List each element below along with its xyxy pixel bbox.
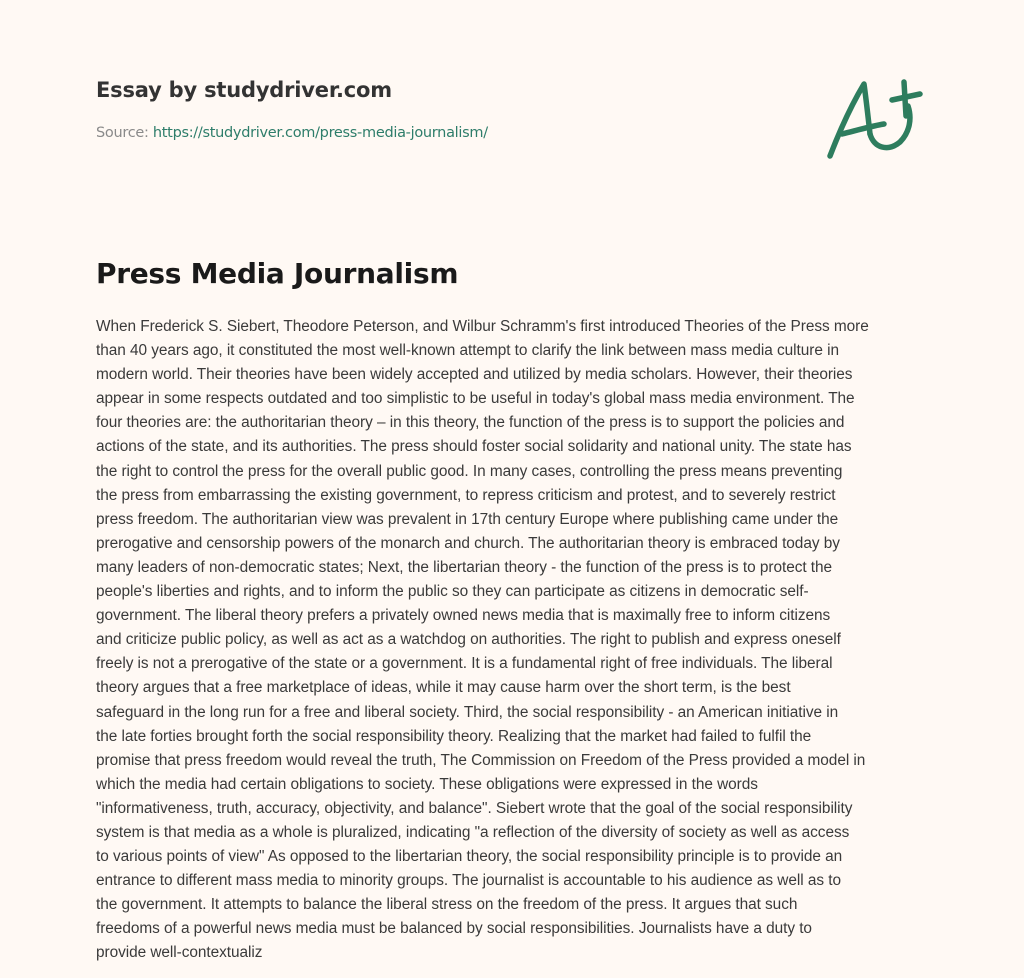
essay-line: When Frederick S. Siebert, Theodore Peterson, and Wilbur Schramm's first introduced Theories of the Press more [96,318,869,335]
source-link[interactable]: https://studydriver.com/press-media-journalism/ [152,125,488,141]
essay-line: modern world. Their theories have been widely accepted and utilized by media scholars. However, their theories [96,366,853,384]
essay-line: actions of the state, and its authorities. The press should foster social solidarity and national unity. The state has [96,438,852,456]
essay-line: provide well-contextualiz [96,944,263,962]
essay-line: prerogative and censorship powers of the monarch and church. The authoritarian theory is embraced today by [96,534,840,552]
essay-line: "informativeness, truth, accuracy, objectivity, and balance". Siebert wrote that the goal of the social responsibility [96,799,853,817]
source-label: Source: [96,125,149,141]
essay-line: system is that media as a whole is pluralized, indicating "a reflection of the diversity of society as well as access [96,823,850,841]
essay-line: safeguard in the long run for a free and liberal society. Third, the social responsibility - an American initiative in [96,703,839,721]
essay-line: entrance to different mass media to minority groups. The journalist is accountable to his audience as well as to [96,872,841,890]
essay-line: freely is not a prerogative of the state or a government. It is a fundamental right of free individuals. The liberal [96,655,833,673]
essay-line: and criticize public policy, as well as act as a watchdog on authorities. The right to publish and express oneself [96,631,841,649]
essay-line: the late forties brought forth the social responsibility theory. Realizing that the market had failed to fulfil the [96,727,812,745]
essay-line: to various points of view" As opposed to the libertarian theory, the social responsibility principle is to provide an [96,848,843,866]
essay-line: promise that press freedom would reveal the truth, The Commission on Freedom of the Press provided a model in [96,751,866,769]
essay-line: the government. It attempts to balance the liberal stress on the freedom of the press. It argues that such [96,896,798,914]
page-header [96,76,936,143]
essay-line: government. The liberal theory prefers a privately owned news media that is maximally free to inform citizens [96,607,831,625]
site-title: Essay by studydriver.com [96,78,392,102]
essay-line: than 40 years ago, it constituted the most well-known attempt to clarify the link between mass media culture in [96,342,839,360]
source-line [96,123,936,143]
essay-line: appear in some respects outdated and too simplistic to be useful in today's global mass media environment. The [96,390,855,408]
essay-body [96,315,936,966]
essay-line: many leaders of non-democratic states; Next, the libertarian theory - the function of the press is to protect the [96,558,833,576]
essay-line: theory argues that a free marketplace of ideas, while it may cause harm over the short term, is the best [96,679,791,697]
essay-line: people's liberties and rights, and to inform the public so they can participate as citizens in democratic self- [96,583,809,601]
a-plus-grade-icon [822,68,928,164]
essay-line: the press from embarrassing the existing government, to repress criticism and protest, and to severely restrict [96,486,836,504]
essay-line: freedoms of a powerful news media must be balanced by social responsibilities. Journalists have a duty to [96,920,812,938]
essay-line: press freedom. The authoritarian view was prevalent in 17th century Europe where publishing came under the [96,510,839,528]
essay-line: which the media had certain obligations to society. These obligations were expressed in the words [96,775,758,793]
essay-title: Press Media Journalism [96,257,459,290]
essay-line: the right to control the press for the overall public good. In many cases, controlling the press means preventing [96,462,843,480]
essay-line: four theories are: the authoritarian theory – in this theory, the function of the press is to support the policies and [96,414,845,432]
